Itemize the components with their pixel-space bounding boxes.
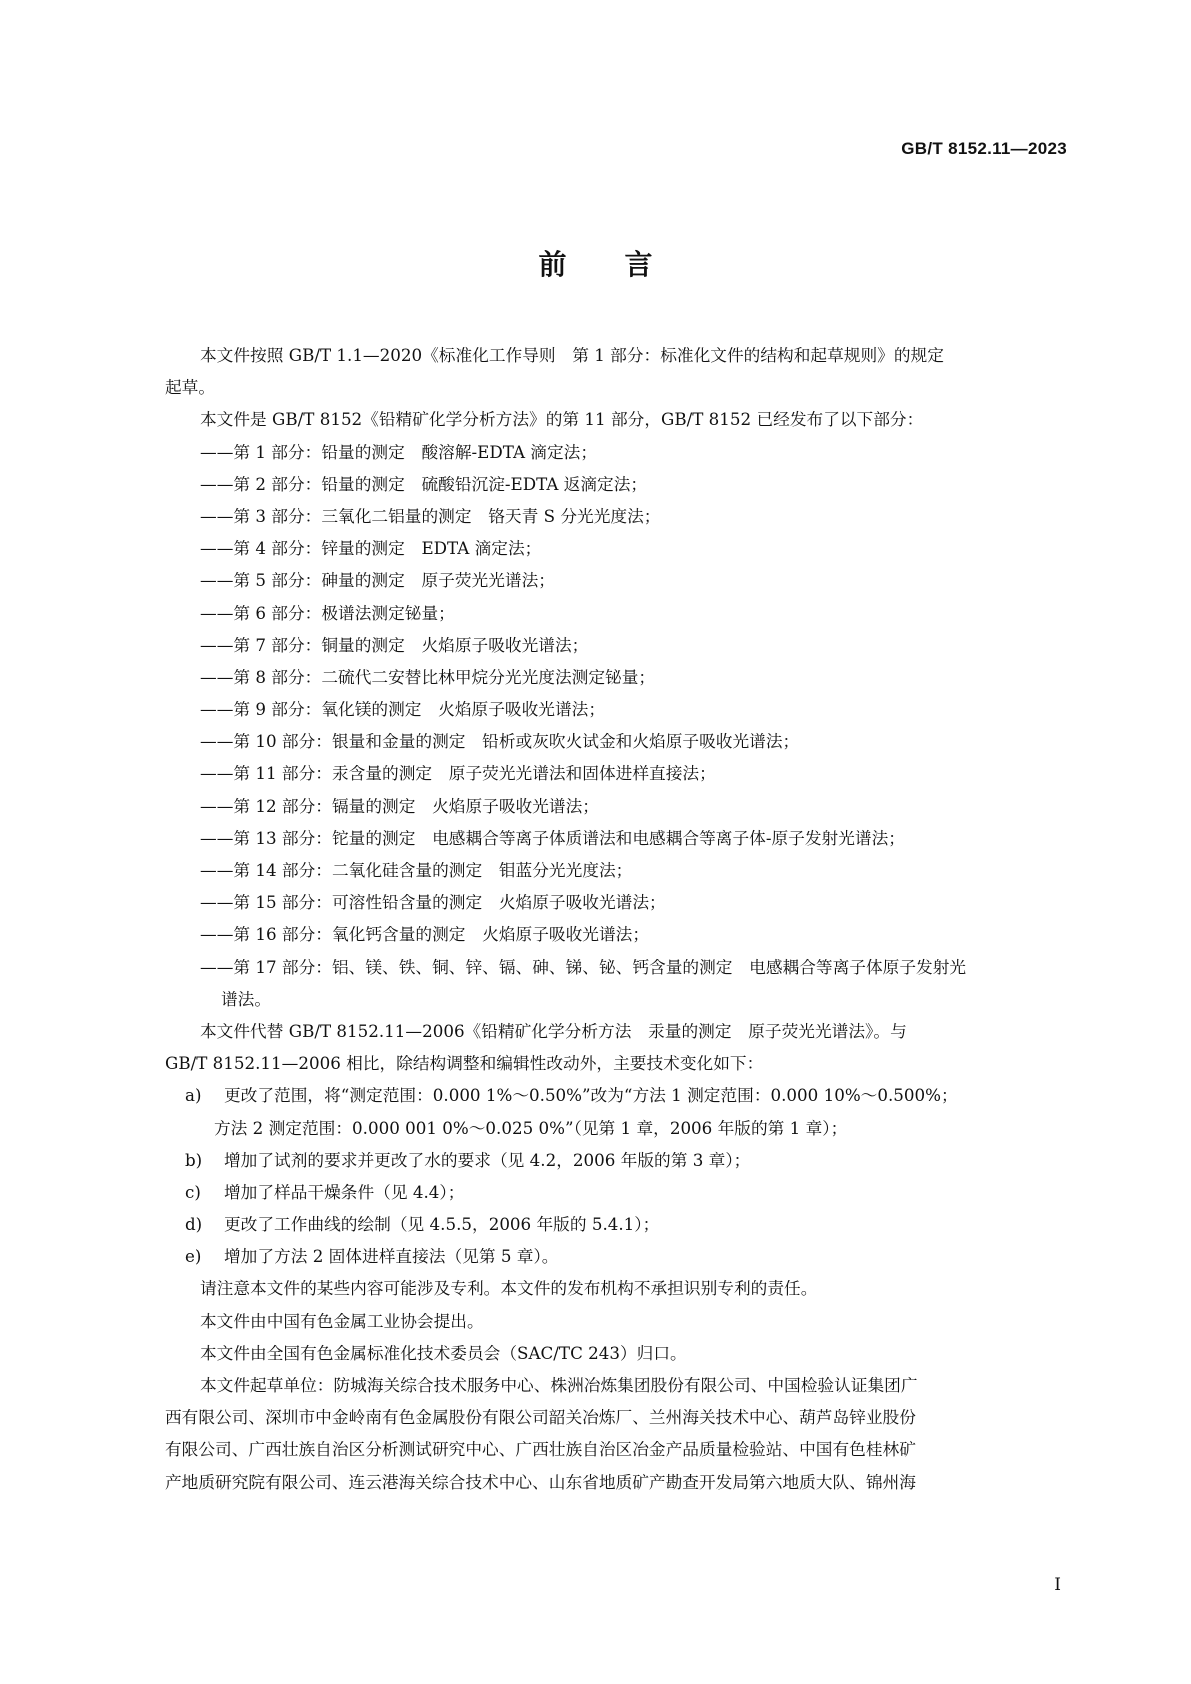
paragraph-line: 本文件由中国有色金属工业协会提出。 — [200, 1310, 484, 1331]
part-list-item: ——第 9 部分：氧化镁的测定 火焰原子吸收光谱法； — [200, 699, 606, 720]
paragraph-line: 本文件代替 GB/T 8152.11—2006《铅精矿化学分析方法 汞量的测定 原子荧光光谱法》。与 — [200, 1020, 907, 1041]
part-list-item: ——第 8 部分：二硫代二安替比林甲烷分光光度法测定铋量； — [200, 666, 656, 687]
paragraph-line: 西有限公司、深圳市中金岭南有色金属股份有限公司韶关冶炼厂、兰州海关技术中心、葫芦岛锌业股份 — [165, 1407, 916, 1428]
change-list-item — [165, 1144, 1070, 1176]
part-list-item-continuation: 谱法。 — [221, 988, 272, 1009]
page-title: 前言 — [538, 248, 711, 281]
paragraph-line: 本文件是 GB/T 8152《铅精矿化学分析方法》的第 11 部分，GB/T 8152 已经发布了以下部分： — [200, 409, 924, 430]
change-list-item-continuation: 方法 2 测定范围：0.000 001 0%～0.025 0%”（见第 1 章，2006 年版的第 1 章）； — [214, 1117, 848, 1138]
paragraph-line: 请注意本文件的某些内容可能涉及专利。本文件的发布机构不承担识别专利的责任。 — [200, 1278, 818, 1299]
part-list-item: ——第 14 部分：二氧化硅含量的测定 钼蓝分光光度法； — [200, 860, 633, 880]
list-text: 增加了方法 2 固体进样直接法（见第 5 章）。 — [224, 1246, 559, 1267]
part-list-item: ——第 17 部分：铝、镁、铁、铜、锌、镉、砷、锑、铋、钙含量的测定 电感耦合等离子体原子发射光 — [200, 956, 967, 977]
paragraph-line: 本文件起草单位：防城海关综合技术服务中心、株洲冶炼集团股份有限公司、中国检验认证集团广 — [200, 1375, 918, 1395]
change-list-item — [165, 1240, 1070, 1272]
part-list-item: ——第 5 部分：砷量的测定 原子荧光光谱法； — [200, 570, 555, 591]
part-list-item: ——第 1 部分：铅量的测定 酸溶解-EDTA 滴定法； — [200, 441, 598, 462]
paragraph-line: 有限公司、广西壮族自治区分析测试研究中心、广西壮族自治区冶金产品质量检验站、中国有色桂林矿 — [165, 1439, 916, 1460]
part-list-item: ——第 10 部分：银量和金量的测定 铅析或灰吹火试金和火焰原子吸收光谱法； — [200, 731, 800, 752]
standard-code: GB/T 8152.11—2023 — [901, 139, 1067, 158]
part-list-item: ——第 3 部分：三氧化二铝量的测定 铬天青 S 分光光度法； — [200, 505, 661, 526]
part-list-item: ——第 7 部分：铜量的测定 火焰原子吸收光谱法； — [200, 634, 589, 655]
list-label: b) — [185, 1149, 203, 1170]
change-list-item — [165, 1079, 1070, 1111]
paragraph-line: 本文件由全国有色金属标准化技术委员会（SAC/TC 243）归口。 — [200, 1342, 687, 1363]
list-label: d) — [185, 1214, 203, 1235]
part-list-item: ——第 15 部分：可溶性铅含量的测定 火焰原子吸收光谱法； — [200, 892, 666, 913]
change-list-item — [165, 1176, 1070, 1208]
paragraph-line: 产地质研究院有限公司、连云港海关综合技术中心、山东省地质矿产勘查开发局第六地质大队、锦州海 — [165, 1471, 916, 1492]
list-label: a) — [185, 1085, 202, 1106]
list-text: 更改了范围，将“测定范围：0.000 1%～0.50%”改为“方法 1 测定范围：0.000 10%～0.500%； — [224, 1085, 958, 1106]
part-list-item: ——第 6 部分：极谱法测定铋量； — [200, 602, 455, 623]
paragraph-line: 本文件按照 GB/T 1.1—2020《标准化工作导则 第 1 部分：标准化文件的结构和起草规则》的规定 — [200, 345, 944, 365]
part-list-item: ——第 4 部分：锌量的测定 EDTA 滴定法； — [200, 538, 542, 559]
paragraph-line: GB/T 8152.11—2006 相比，除结构调整和编辑性改动外，主要技术变化如下： — [165, 1053, 764, 1074]
part-list-item: ——第 13 部分：铊量的测定 电感耦合等离子体质谱法和电感耦合等离子体-原子发射光谱法； — [200, 827, 905, 848]
part-list-item: ——第 2 部分：铅量的测定 硫酸铅沉淀-EDTA 返滴定法； — [200, 473, 648, 494]
foreword-body — [165, 339, 1070, 1498]
list-label: c) — [185, 1181, 201, 1202]
part-list-item: ——第 11 部分：汞含量的测定 原子荧光光谱法和固体进样直接法； — [200, 763, 716, 784]
list-text: 增加了试剂的要求并更改了水的要求（见 4.2，2006 年版的第 3 章）； — [224, 1149, 751, 1170]
part-list-item: ——第 16 部分：氧化钙含量的测定 火焰原子吸收光谱法； — [200, 924, 650, 945]
page-number: I — [1054, 1575, 1061, 1595]
list-text: 更改了工作曲线的绘制（见 4.5.5，2006 年版的 5.4.1）； — [224, 1214, 660, 1235]
list-text: 增加了样品干燥条件（见 4.4）； — [224, 1181, 465, 1202]
change-list-item — [165, 1208, 1070, 1240]
part-list-item: ——第 12 部分：镉量的测定 火焰原子吸收光谱法； — [200, 795, 599, 816]
list-label: e) — [185, 1246, 202, 1267]
paragraph-line: 起草。 — [165, 377, 216, 398]
